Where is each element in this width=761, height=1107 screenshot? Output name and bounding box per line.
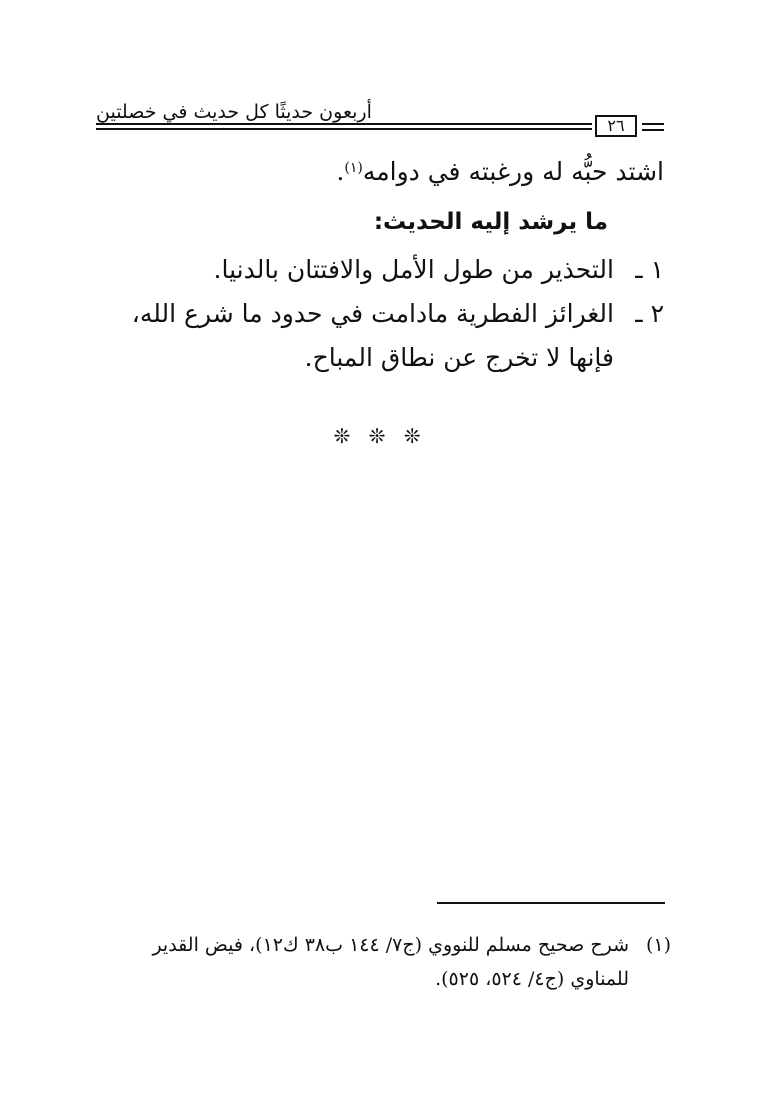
header-mark-bottom: [642, 129, 664, 131]
list-item: [96, 292, 664, 380]
footnote: [96, 928, 671, 996]
page-number: ٢٦: [595, 115, 637, 137]
footnote-text: شرح صحيح مسلم للنووي (ج٧/ ١٤٤ ب٣٨ ك١٢)، فيض القدير للمناوي (ج٤/ ٥٢٤، ٥٢٥).: [152, 934, 629, 990]
page-body: [96, 150, 664, 380]
list-item-number: ٢ ـ: [635, 299, 664, 328]
header-rule-top: [96, 123, 592, 125]
header-mark-top: [642, 123, 664, 125]
footnote-reference[interactable]: (١): [344, 160, 363, 176]
footnotes: [96, 928, 671, 996]
opening-paragraph-text: اشتد حبُّه له ورغبته في دوامه: [362, 157, 664, 186]
header-rule-bottom: [96, 128, 592, 130]
list-item-number: ١ ـ: [635, 255, 664, 284]
running-header-title: أربعون حديثًا كل حديث في خصلتين: [96, 101, 372, 123]
section-heading: ما يرشد إليه الحديث:: [373, 209, 608, 235]
benefits-list: [96, 248, 664, 380]
opening-paragraph-end: .: [336, 157, 345, 186]
list-item-text: التحذير من طول الأمل والافتتان بالدنيا.: [213, 255, 614, 284]
list-item-text: الغرائز الفطرية مادامت في حدود ما شرع الله، فإنها لا تخرج عن نطاق المباح.: [131, 299, 614, 372]
section-separator: ❊ ❊ ❊: [333, 424, 427, 448]
footnote-rule: [437, 902, 665, 904]
opening-paragraph: [96, 150, 664, 194]
footnote-number: (١): [645, 934, 671, 956]
list-item: [96, 248, 664, 292]
